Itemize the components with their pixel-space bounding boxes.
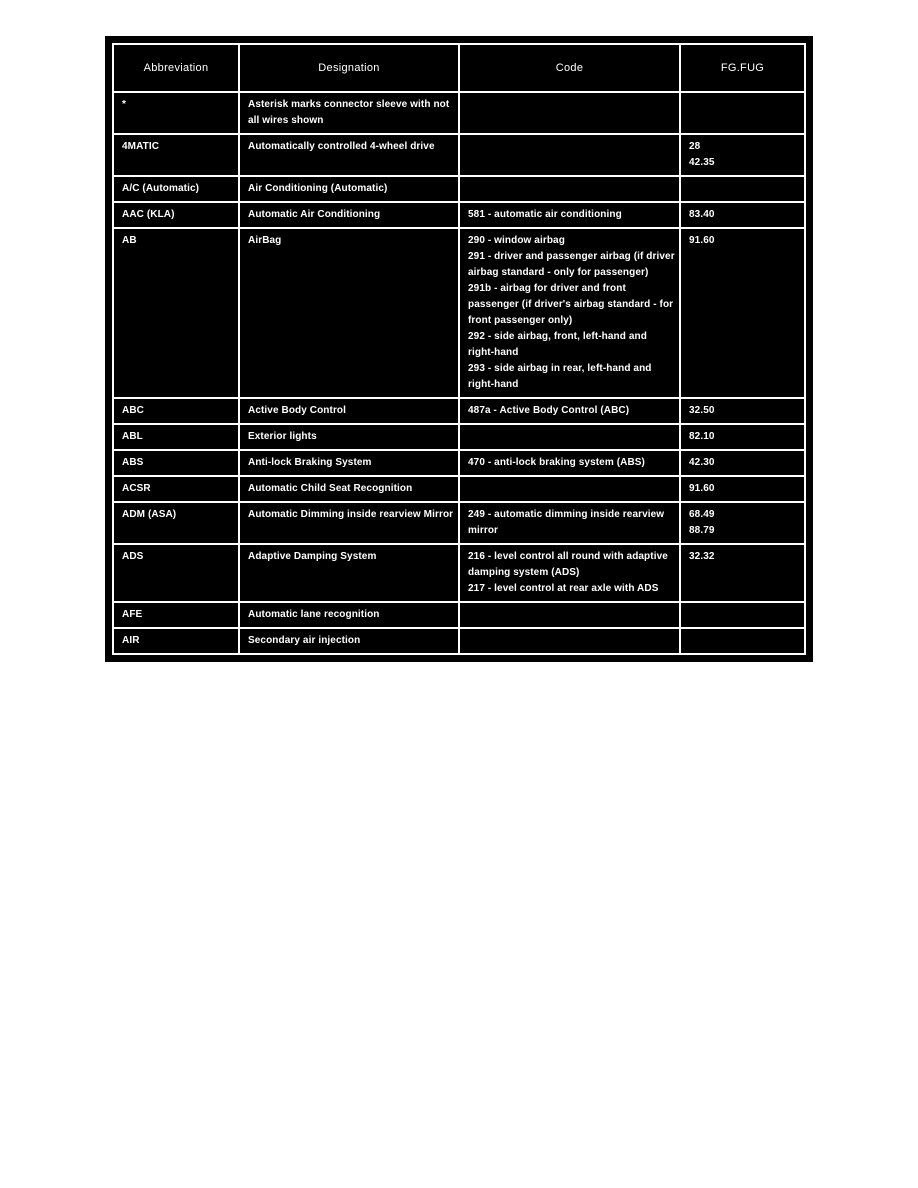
column-header-fg-fug: FG.FUG — [679, 45, 804, 91]
fg-fug-value: 42.35 — [689, 157, 715, 168]
fg-fug-cell — [679, 477, 804, 501]
code-cell — [458, 399, 679, 423]
designation-cell: Anti-lock Braking System — [238, 451, 458, 475]
abbreviation-cell: 4MATIC — [122, 141, 160, 152]
abbreviation-cell: ABC — [122, 405, 144, 416]
code-cell — [458, 629, 679, 653]
table-row — [114, 475, 804, 501]
designation-cell: Automatic Air Conditioning — [238, 203, 458, 227]
table-row — [114, 175, 804, 201]
code-entry: 216 - level control all round with adaptive damping system (ADS) — [468, 551, 668, 578]
abbreviation-cell: ABL — [122, 431, 143, 442]
table-row — [114, 627, 804, 653]
designation-cell: Automatic Dimming inside rearview Mirror — [238, 503, 458, 543]
fg-fug-value: 91.60 — [689, 483, 715, 494]
abbreviation-cell: AB — [122, 235, 137, 246]
fg-fug-cell — [679, 545, 804, 601]
designation-cell: AirBag — [238, 229, 458, 397]
table-row — [114, 601, 804, 627]
fg-fug-value: 32.32 — [689, 551, 715, 562]
code-entry: 291b - airbag for driver and front passenger (if driver's airbag standard - for front passenger only) — [468, 283, 674, 326]
code-entry: 293 - side airbag in rear, left-hand and right-hand — [468, 363, 652, 390]
designation-cell: Automatic lane recognition — [238, 603, 458, 627]
designation-cell: Automatic Child Seat Recognition — [238, 477, 458, 501]
column-header-abbreviation: Abbreviation — [143, 62, 209, 74]
table-row — [114, 201, 804, 227]
abbreviation-cell: AIR — [122, 635, 140, 646]
fg-fug-cell — [679, 229, 804, 397]
code-cell — [458, 135, 679, 175]
designation-cell: Active Body Control — [238, 399, 458, 423]
code-entry: 249 - automatic dimming inside rearview mirror — [468, 509, 665, 536]
code-cell — [458, 203, 679, 227]
designation-cell: Automatically controlled 4-wheel drive — [238, 135, 458, 175]
fg-fug-cell — [679, 629, 804, 653]
code-entry: 291 - driver and passenger airbag (if driver airbag standard - only for passenger) — [468, 251, 675, 278]
code-cell — [458, 451, 679, 475]
fg-fug-value: 32.50 — [689, 405, 715, 416]
column-header-code: Code — [458, 45, 679, 91]
table-grid — [112, 43, 806, 655]
fg-fug-cell — [679, 177, 804, 201]
code-cell — [458, 503, 679, 543]
fg-fug-value: 68.49 — [689, 509, 715, 520]
designation-cell: Asterisk marks connector sleeve with not all wires shown — [238, 93, 458, 133]
fg-fug-value: 83.40 — [689, 209, 715, 220]
fg-fug-cell — [679, 603, 804, 627]
code-cell — [458, 177, 679, 201]
fg-fug-cell — [679, 451, 804, 475]
designation-cell: Secondary air injection — [238, 629, 458, 653]
table-row — [114, 423, 804, 449]
fg-fug-cell — [679, 425, 804, 449]
abbreviation-cell: AFE — [122, 609, 143, 620]
fg-fug-cell — [679, 93, 804, 133]
code-entry: 290 - window airbag — [468, 235, 565, 246]
table-row — [114, 133, 804, 175]
code-entry: 217 - level control at rear axle with ADS — [468, 583, 659, 594]
code-cell — [458, 477, 679, 501]
code-cell — [458, 545, 679, 601]
column-header-designation: Designation — [238, 45, 458, 91]
code-entry: 487a - Active Body Control (ABC) — [468, 405, 630, 416]
fg-fug-value: 88.79 — [689, 525, 715, 536]
code-cell — [458, 229, 679, 397]
fg-fug-cell — [679, 203, 804, 227]
fg-fug-cell — [679, 135, 804, 175]
fg-fug-cell — [679, 399, 804, 423]
table-row — [114, 543, 804, 601]
table-row — [114, 501, 804, 543]
fg-fug-cell — [679, 503, 804, 543]
fg-fug-value: 28 — [689, 141, 701, 152]
abbreviation-cell: ADM (ASA) — [122, 509, 177, 520]
table-row — [114, 91, 804, 133]
abbreviation-cell: A/C (Automatic) — [122, 183, 200, 194]
table-row — [114, 449, 804, 475]
fg-fug-value: 82.10 — [689, 431, 715, 442]
table-row — [114, 397, 804, 423]
table-row — [114, 227, 804, 397]
abbreviation-cell: * — [122, 99, 126, 110]
designation-cell: Adaptive Damping System — [238, 545, 458, 601]
designation-cell: Exterior lights — [238, 425, 458, 449]
code-cell — [458, 93, 679, 133]
abbreviation-cell: AAC (KLA) — [122, 209, 175, 220]
abbreviation-cell: ADS — [122, 551, 144, 562]
fg-fug-value: 91.60 — [689, 235, 715, 246]
code-cell — [458, 425, 679, 449]
designation-cell: Air Conditioning (Automatic) — [238, 177, 458, 201]
code-entry: 581 - automatic air conditioning — [468, 209, 622, 220]
code-entry: 292 - side airbag, front, left-hand and right-hand — [468, 331, 647, 358]
abbreviation-cell: ACSR — [122, 483, 151, 494]
code-cell — [458, 603, 679, 627]
abbreviation-table — [105, 36, 813, 662]
code-entry: 470 - anti-lock braking system (ABS) — [468, 457, 645, 468]
abbreviation-cell: ABS — [122, 457, 144, 468]
fg-fug-value: 42.30 — [689, 457, 715, 468]
table-header-row — [114, 45, 804, 91]
